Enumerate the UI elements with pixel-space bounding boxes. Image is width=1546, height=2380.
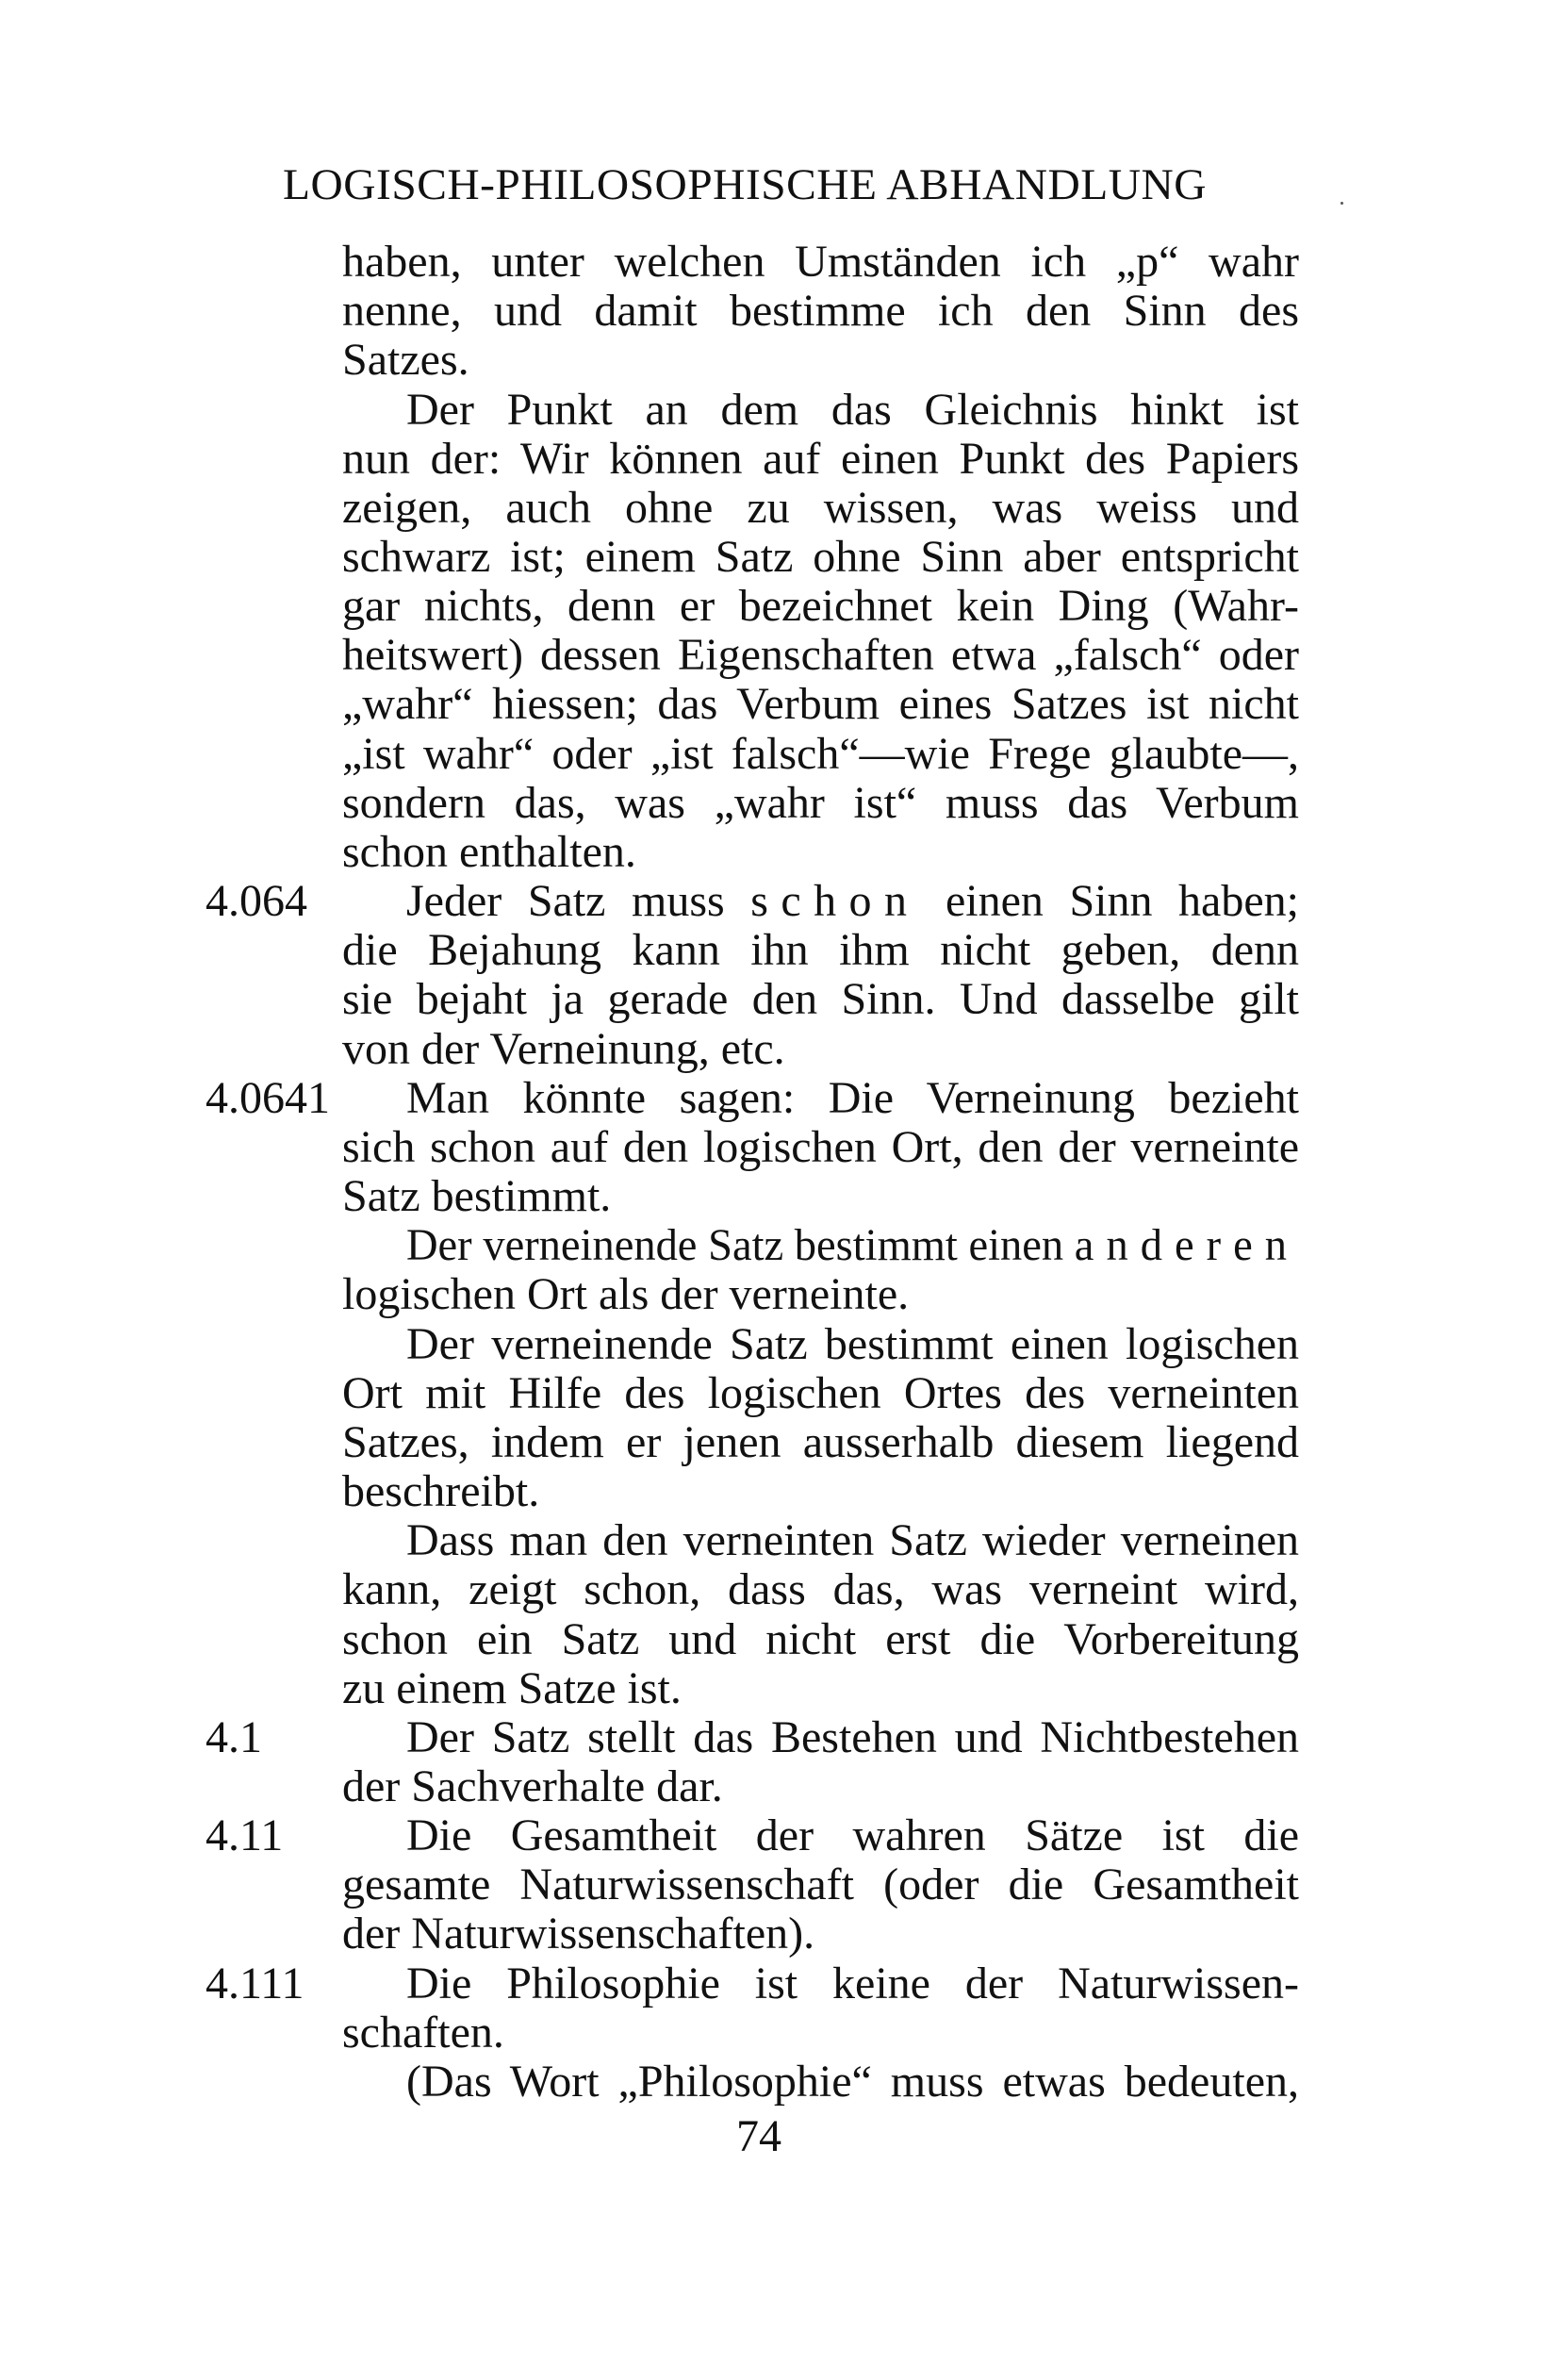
line-text: Man könnte sagen: Die Verneinung bezieht [406, 1072, 1299, 1123]
text-line [342, 1860, 1299, 1909]
text-line [342, 1123, 1299, 1172]
line-text: schaften. [342, 2007, 504, 2058]
numbered-proposition-line [206, 876, 1299, 927]
line-text: „wahr“ hiessen; das Verbum eines Satzes ist nicht [342, 679, 1299, 730]
line-text: von der Verneinung, etc. [342, 1023, 785, 1074]
proposition-number: 4.1 [206, 1711, 262, 1762]
text-line [342, 730, 1299, 779]
text-line [342, 631, 1299, 680]
line-text: schwarz ist; einem Satz ohne Sinn aber entspricht [342, 532, 1299, 582]
running-head [283, 158, 1207, 211]
proposition-number: 4.111 [206, 1958, 304, 2008]
text-line [342, 975, 1299, 1024]
line-text: nun der: Wir können auf einen Punkt des Papiers [342, 433, 1299, 484]
line-text: sondern das, was „wahr ist“ muss das Verbum [342, 777, 1299, 828]
line-text: zu einem Satze ist. [342, 1662, 682, 1713]
text-line [342, 828, 1299, 877]
line-text: Satzes. [342, 335, 469, 386]
line-text: die Bejahung kann ihn ihm nicht geben, denn [342, 925, 1299, 976]
line-text: gesamte Naturwissenschaft (oder die Gesamtheit [342, 1859, 1299, 1910]
line-text: Ort mit Hilfe des logischen Ortes des verneinten [342, 1367, 1299, 1418]
numbered-proposition-line [206, 1958, 1299, 2008]
numbered-proposition-line [206, 1711, 1299, 1762]
text-line [342, 484, 1299, 533]
line-text: zeigen, auch ohne zu wissen, was weiss und [342, 482, 1299, 533]
text-line [342, 2058, 1299, 2107]
text-line [342, 1270, 1299, 1319]
text-line [342, 1909, 1299, 1959]
line-text: Der verneinende Satz bestimmt einen logischen [406, 1318, 1299, 1369]
line-text [342, 877, 1299, 926]
line-text: „ist wahr“ oder „ist falsch“—wie Frege glaubte—, [342, 728, 1299, 779]
text-line [342, 1418, 1299, 1467]
emphasized-spaced-word: schon [750, 876, 920, 927]
numbered-proposition-line [206, 1810, 1299, 1861]
line-text: Satzes, indem er jenen ausserhalb diesem liegend [342, 1416, 1299, 1467]
line-text: Die Gesamtheit der wahren Sätze ist die [406, 1810, 1299, 1861]
line-text: Der Satz stellt das Bestehen und Nichtbestehen [406, 1711, 1299, 1762]
text-line [342, 1320, 1299, 1369]
line-text: gar nichts, denn er bezeichnet kein Ding (Wahr- [342, 581, 1299, 632]
line-text: beschreibt. [342, 1466, 540, 1516]
line-text: Dass man den verneinten Satz wieder verneinen [406, 1515, 1299, 1566]
text-line [342, 926, 1299, 975]
line-text: Satz bestimmt. [342, 1171, 612, 1221]
line-text-part: einen Sinn haben; [919, 876, 1299, 927]
emphasized-spaced-word: anderen [1074, 1220, 1299, 1271]
text-line [342, 1762, 1299, 1811]
line-text: sich schon auf den logischen Ort, den der verneinte [342, 1121, 1299, 1172]
text-line [342, 1221, 1299, 1270]
text-line [342, 1172, 1299, 1221]
proposition-number: 4.0641 [206, 1072, 330, 1123]
text-line [342, 533, 1299, 582]
line-text: kann, zeigt schon, dass das, was verneint wird, [342, 1564, 1299, 1615]
line-text-part: Jeder Satz muss [406, 876, 751, 927]
text-line [342, 1664, 1299, 1713]
text-line [342, 680, 1299, 729]
line-text: Die Philosophie ist keine der Naturwissen- [406, 1958, 1299, 2008]
text-line [342, 435, 1299, 484]
proposition-number: 4.064 [206, 876, 307, 927]
text-line [342, 336, 1299, 385]
proposition-number: 4.11 [206, 1810, 284, 1861]
running-head-text: LOGISCH-PHILOSOPHISCHE ABHANDLUNG [283, 160, 1208, 209]
text-line [342, 386, 1299, 435]
line-text: haben, unter welchen Umständen ich „p“ wahr [342, 237, 1299, 287]
line-text [342, 1221, 1299, 1270]
line-text: logischen Ort als der verneinte. [342, 1269, 910, 1320]
text-line [342, 1565, 1299, 1614]
line-text: der Sachverhalte dar. [342, 1761, 723, 1811]
text-line [342, 1025, 1299, 1074]
text-line [342, 779, 1299, 828]
line-text: schon enthalten. [342, 826, 636, 877]
numbered-proposition-line [206, 1072, 1299, 1123]
line-text: Der Punkt an dem das Gleichnis hinkt ist [406, 384, 1299, 435]
text-line [342, 582, 1299, 631]
line-text: nenne, und damit bestimme ich den Sinn des [342, 286, 1299, 337]
text-line [342, 1615, 1299, 1664]
line-text: schon ein Satz und nicht erst die Vorbereitung [342, 1613, 1299, 1664]
text-line [342, 1516, 1299, 1565]
page-number: 74 [736, 2111, 781, 2161]
line-text: der Naturwissenschaften). [342, 1909, 815, 1959]
line-text-part: Der verneinende Satz bestimmt einen [405, 1220, 1075, 1271]
line-text: (Das Wort „Philosophie“ muss etwas bedeuten, [406, 2056, 1299, 2107]
text-line [342, 1369, 1299, 1418]
line-text: sie bejaht ja gerade den Sinn. Und dasselbe gilt [342, 974, 1299, 1025]
scan-speck [1340, 202, 1343, 205]
line-text: heitswert) dessen Eigenschaften etwa „falsch“ oder [342, 630, 1299, 681]
text-line [342, 2008, 1299, 2058]
text-line [342, 238, 1299, 287]
text-line [342, 287, 1299, 336]
text-line [342, 1467, 1299, 1516]
